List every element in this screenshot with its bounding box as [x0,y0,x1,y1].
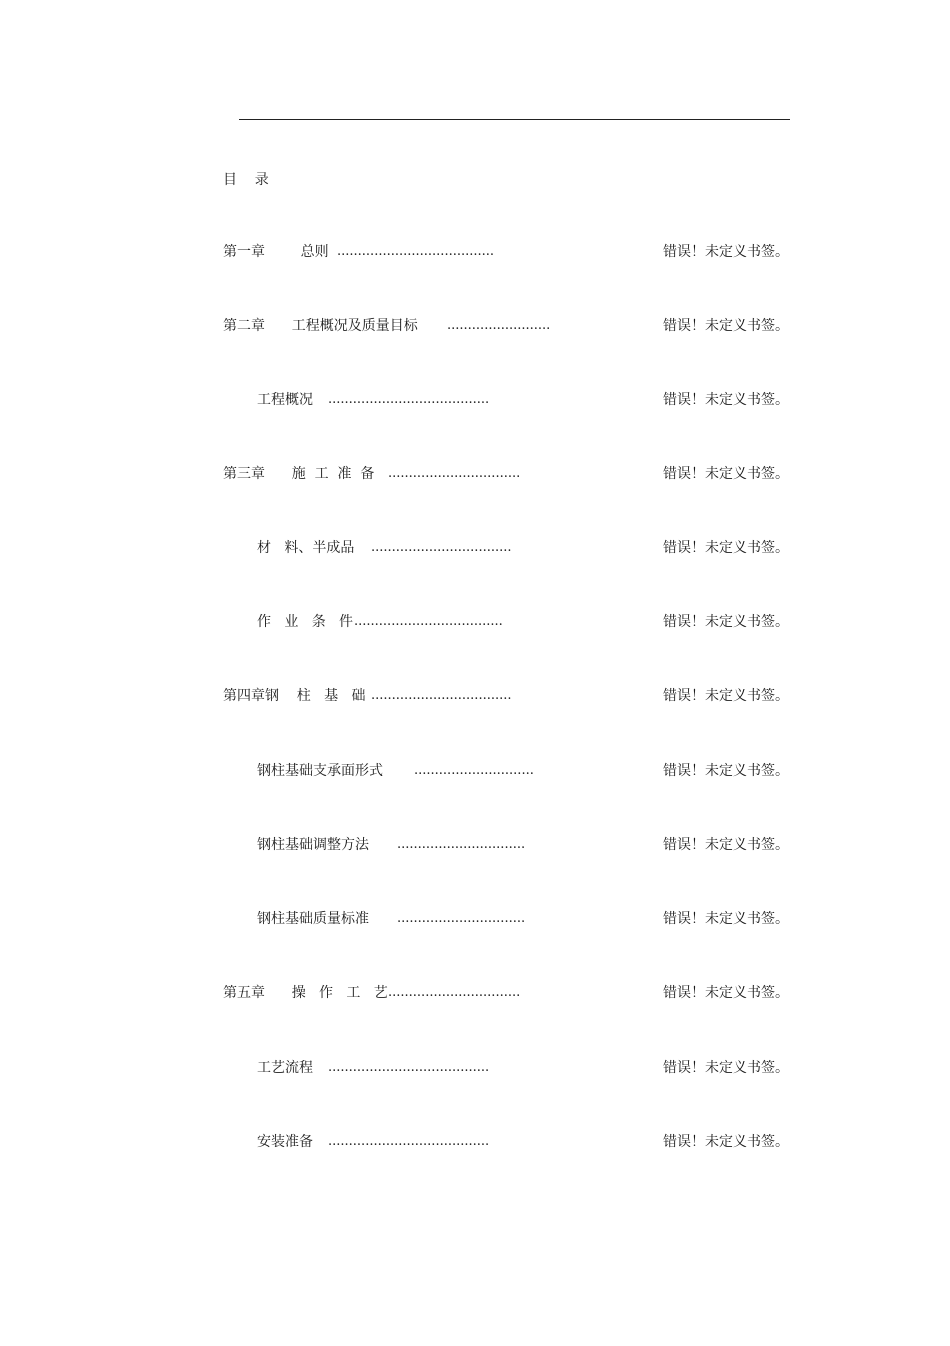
toc-entry-leader: ............................... [397,911,526,926]
toc-entry-page: 错误！未定义书签。 [663,985,789,1001]
toc-entry-page: 错误！未定义书签。 [663,318,789,334]
toc-entry-leader: ................................ [388,466,521,481]
toc-entry-label: 第二章 工程概况及质量目标 [223,318,418,334]
toc-entry-label: 钢柱基础支承面形式 [257,763,383,779]
toc-entry-label: 钢柱基础调整方法 [257,837,369,853]
toc-entry-page: 错误！未定义书签。 [663,392,789,408]
toc-entry-leader: ....................................... [328,1134,490,1149]
toc-entry[interactable] [0,1131,950,1153]
toc-entry-page: 错误！未定义书签。 [663,763,789,779]
toc-entry[interactable] [0,834,950,856]
toc-entry-label: 材 料、半成品 [257,540,355,556]
toc-entry-label: 作 业 条 件 [257,614,354,630]
toc-entry-page: 错误！未定义书签。 [663,1134,789,1150]
toc-entry-page: 错误！未定义书签。 [663,688,789,704]
toc-entry-page: 错误！未定义书签。 [663,540,789,556]
toc-entry[interactable] [0,685,950,707]
toc-entry-leader: .................................. [371,688,512,703]
toc-entry-label: 工程概况 [257,392,313,408]
toc-entry-leader: ............................... [397,837,526,852]
toc-entry-leader: .................................... [354,614,503,629]
toc-entry-leader: ................................ [388,985,521,1000]
toc-entry[interactable] [0,315,950,337]
toc-entry[interactable] [0,537,950,559]
toc-entry[interactable] [0,760,950,782]
toc-entry[interactable] [0,908,950,930]
toc-entry-page: 错误！未定义书签。 [663,1060,789,1076]
toc-entry-leader: ............................. [414,763,534,778]
toc-entry-label: 第三章 施 工 准 备 [223,466,375,482]
toc-entry-leader: ....................................... [328,392,490,407]
toc-entry[interactable] [0,463,950,485]
toc-entry-label: 钢柱基础质量标准 [257,911,369,927]
toc-entry-label: 第一章 总则 [223,244,329,260]
toc-entry-label: 第四章钢 柱 基 础 [223,688,366,704]
toc-entry-leader: ......................... [447,318,551,333]
toc-entry-page: 错误！未定义书签。 [663,837,789,853]
toc-entry-page: 错误！未定义书签。 [663,466,789,482]
toc-entry-page: 错误！未定义书签。 [663,244,789,260]
toc-entry[interactable] [0,982,950,1004]
toc-entry-page: 错误！未定义书签。 [663,911,789,927]
toc-entry[interactable] [0,389,950,411]
toc-entry-page: 错误！未定义书签。 [663,614,789,630]
toc-entry-leader: ....................................... [328,1060,490,1075]
toc-entry[interactable] [0,1057,950,1079]
toc-entry[interactable] [0,241,950,263]
toc-entry-leader: .................................. [371,540,512,555]
toc-entry[interactable] [0,611,950,633]
toc-entry-label: 安装准备 [257,1134,313,1150]
toc-title: 目 录 [223,172,269,188]
toc-entry-label: 第五章 操 作 工 艺 [223,985,388,1001]
toc-entry-leader: ...................................... [337,244,495,259]
toc-entry-label: 工艺流程 [257,1060,313,1076]
